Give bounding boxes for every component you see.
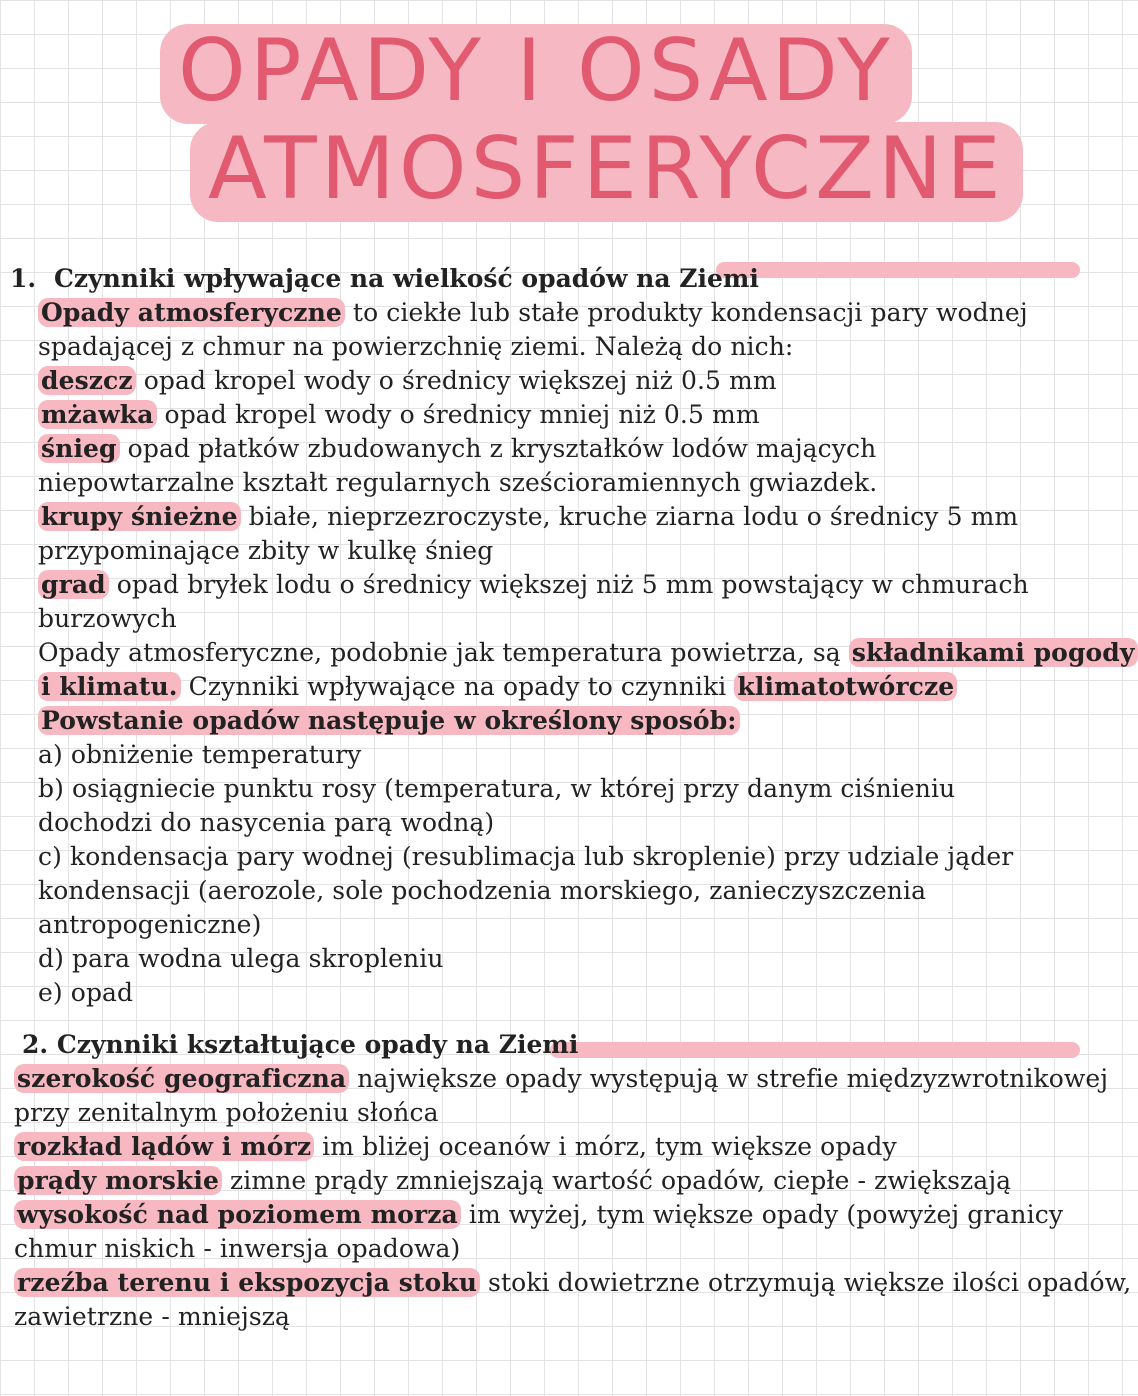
summary-text: Czynniki wpływające na opady to czynniki (180, 672, 735, 701)
process-heading (38, 704, 1070, 738)
term-highlight: składnikami pogody (849, 638, 1138, 667)
list-item-continuation: burzowych (38, 604, 177, 633)
list-item (38, 432, 1070, 466)
term-highlight: wysokość nad poziomem morza (14, 1200, 461, 1229)
definition-text: opad bryłek lodu o średnicy większej niż 5 mm powstający w chmurach (108, 570, 1029, 599)
term-highlight: prądy morskie (14, 1166, 222, 1195)
definition-text: opad kropel wody o średnicy mniej niż 0.5 mm (156, 400, 760, 429)
title-line-1: OPADY I OSADY (160, 24, 912, 124)
process-step: antropogeniczne) (38, 910, 262, 939)
process-step: e) opad (38, 978, 134, 1007)
definition-text: to ciekłe lub stałe produkty kondensacji pary wodnej (344, 298, 1028, 327)
definition-text: stoki dowietrzne otrzymują większe ilości opadów, (480, 1268, 1132, 1297)
list-item (14, 1198, 1074, 1232)
title-line-2: ATMOSFERYCZNE (190, 122, 1023, 222)
section-heading-text: Czynniki wpływające na wielkość opadów na Ziemi (54, 264, 759, 293)
list-item (14, 1266, 1132, 1300)
term-highlight: rozkład lądów i mórz (14, 1132, 314, 1161)
term-highlight: mżawka (38, 400, 157, 429)
list-item (38, 364, 1070, 398)
term-highlight: szerokość geograficzna (14, 1064, 349, 1093)
process-step: kondensacji (aerozole, sole pochodzenia morskiego, zanieczyszczenia (38, 876, 927, 905)
paragraph-line: spadającej z chmur na powierzchnię ziemi. Należą do nich: (38, 332, 794, 361)
list-item (38, 500, 1070, 534)
term-highlight: rzeźba terenu i ekspozycja stoku (14, 1268, 480, 1297)
term-highlight: krupy śnieżne (38, 502, 241, 531)
process-step: d) para wodna ulega skropleniu (38, 944, 444, 973)
definition-text: opad płatków zbudowanych z kryształków lodów mających (119, 434, 877, 463)
list-item-continuation: przy zenitalnym położeniu słońca (14, 1098, 439, 1127)
definition-text: opad kropel wody o średnicy większej niż 0.5 mm (135, 366, 777, 395)
definition-text: im wyżej, tym większe opady (powyżej granicy (460, 1200, 1064, 1229)
definition-text: im bliżej oceanów i mórz, tym większe opady (314, 1132, 897, 1161)
process-step: dochodzi do nasycenia parą wodną) (38, 808, 495, 837)
term-highlight: Opady atmosferyczne (38, 298, 345, 327)
term-highlight: śnieg (38, 434, 120, 463)
paragraph-line (38, 296, 1070, 330)
list-item (38, 568, 1070, 602)
definition-text: największe opady występują w strefie międzyzwrotnikowej (349, 1064, 1109, 1093)
list-item-continuation: chmur niskich - inwersja opadowa) (14, 1234, 461, 1263)
list-item (14, 1130, 1074, 1164)
list-item-continuation: zawietrzne - mniejszą (14, 1302, 291, 1331)
process-step: c) kondensacja pary wodnej (resublimacja lub skroplenie) przy udziale jąder (38, 842, 1014, 871)
process-step: a) obniżenie temperatury (38, 740, 362, 769)
section-number: 1. (10, 264, 37, 293)
definition-text: białe, nieprzezroczyste, kruche ziarna lodu o średnicy 5 mm (240, 502, 1019, 531)
list-item-continuation: niepowtarzalne kształt regularnych sześcioramiennych gwiazdek. (38, 468, 878, 497)
summary-text: Opady atmosferyczne, podobnie jak temperatura powietrza, są (38, 638, 849, 667)
definition-text: zimne prądy zmniejszają wartość opadów, ciepłe - zwiększają (221, 1166, 1012, 1195)
term-highlight: Powstanie opadów następuje w określony sposób: (38, 706, 740, 735)
list-item-continuation: przypominające zbity w kulkę śnieg (38, 536, 494, 565)
list-item (14, 1062, 1109, 1096)
section-heading (14, 1028, 1074, 1062)
process-step: b) osiągniecie punktu rosy (temperatura, w której przy danym ciśnieniu (38, 774, 956, 803)
section-heading-text: Czynniki kształtujące opady na Ziemi (56, 1030, 579, 1059)
paragraph-line (38, 636, 1135, 670)
page-title (150, 18, 1005, 228)
term-highlight: i klimatu. (38, 672, 181, 701)
section-heading (10, 262, 1070, 296)
term-highlight: deszcz (38, 366, 136, 395)
section-shaping-factors (14, 1028, 1132, 1334)
list-item (38, 398, 1070, 432)
term-highlight: klimatotwórcze (734, 672, 957, 701)
term-highlight: grad (38, 570, 109, 599)
section-precipitation-factors (10, 262, 1135, 1010)
paragraph-line (38, 670, 1070, 704)
section-number: 2. (22, 1030, 49, 1059)
list-item (14, 1164, 1074, 1198)
